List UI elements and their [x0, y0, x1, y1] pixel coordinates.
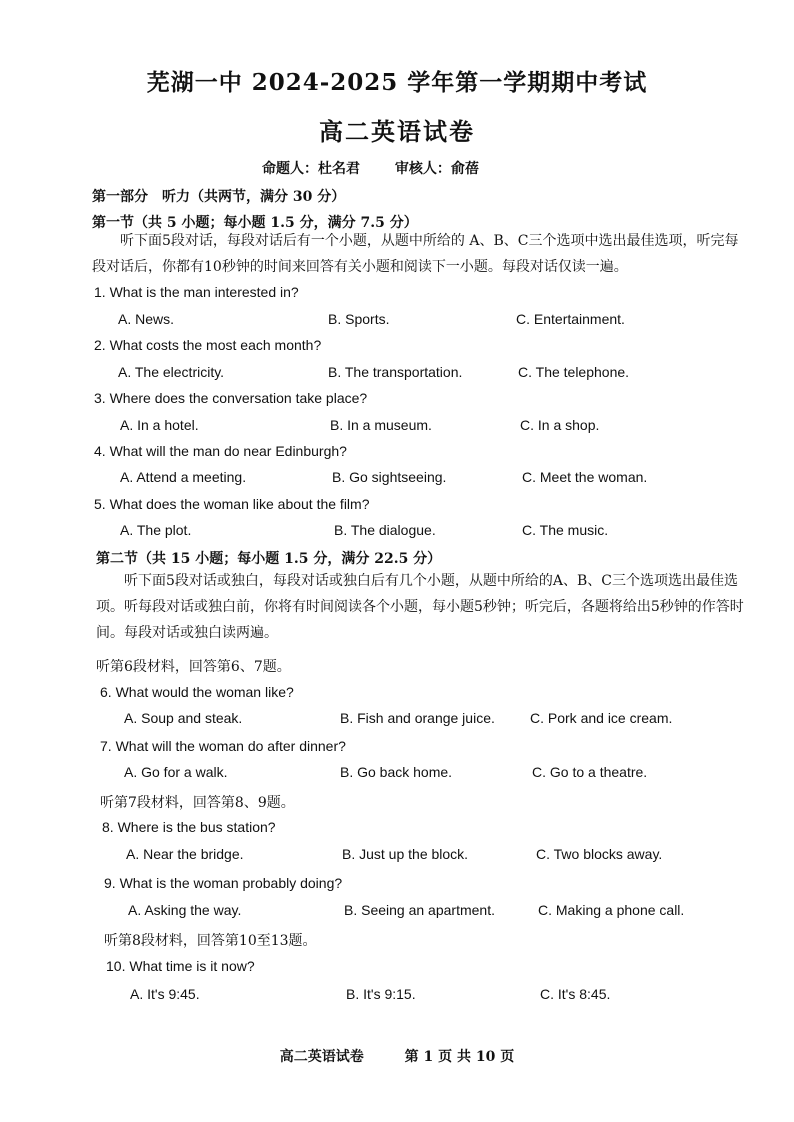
q3-option-c: C. In a shop. [520, 417, 600, 433]
q4-option-b: B. Go sightseeing. [332, 469, 447, 485]
authors-line [262, 158, 509, 178]
exam-title: 芜湖一中 2024-2025 学年第一学期期中考试 [146, 69, 648, 96]
section2-instructions: 听下面5段对话或独白，每段对话或独白后有几个小题，从题中所给的A、B、C三个选项选出最佳选项。听每段对话或独白前，你将有时间阅读各个小题，每小题5秒钟；听完后，各题将给出5秒钟的作答时间。每段对话或独白读两遍。 [96, 573, 744, 641]
q4-option-c: C. Meet the woman. [522, 469, 648, 485]
q2-option-c: C. The telephone. [518, 364, 630, 380]
q9-option-c: C. Making a phone call. [538, 902, 685, 918]
footer-page-number: 第 1 页 共 10 页 [404, 1049, 515, 1065]
q9-option-a: A. Asking the way. [128, 902, 242, 918]
question-2: 2. What costs the most each month? [94, 337, 322, 353]
q10-option-c: C. It's 8:45. [540, 986, 611, 1002]
question-7: 7. What will the woman do after dinner? [100, 738, 346, 754]
section1-heading: 第一节（共 5 小题；每小题 1.5 分，满分 7.5 分） [92, 215, 418, 231]
q7-option-b: B. Go back home. [340, 764, 453, 780]
q4-option-a: A. Attend a meeting. [120, 469, 247, 485]
question-9: 9. What is the woman probably doing? [104, 875, 343, 891]
group-8-instruction: 听第8段材料，回答第10至13题。 [104, 933, 317, 949]
page-footer [0, 1046, 794, 1066]
q8-option-c: C. Two blocks away. [536, 846, 663, 862]
question-6: 6. What would the woman like? [100, 684, 294, 700]
setter-label: 命题人：杜名君 [262, 161, 360, 177]
q7-option-a: A. Go for a walk. [124, 764, 228, 780]
q9-option-b: B. Seeing an apartment. [344, 902, 495, 918]
q6-option-a: A. Soup and steak. [124, 710, 243, 726]
footer-subject: 高二英语试卷 [279, 1049, 364, 1065]
q1-option-a: A. News. [118, 311, 175, 327]
q8-option-a: A. Near the bridge. [126, 846, 244, 862]
question-10: 10. What time is it now? [106, 958, 255, 974]
q7-option-c: C. Go to a theatre. [532, 764, 648, 780]
q6-option-b: B. Fish and orange juice. [340, 710, 495, 726]
q5-option-a: A. The plot. [120, 522, 192, 538]
q6-option-c: C. Pork and ice cream. [530, 710, 673, 726]
q5-option-b: B. The dialogue. [334, 522, 436, 538]
q8-option-b: B. Just up the block. [342, 846, 469, 862]
group-6-instruction: 听第6段材料，回答第6、7题。 [96, 659, 291, 675]
q2-option-a: A. The electricity. [118, 364, 225, 380]
exam-subtitle: 高二英语试卷 [319, 117, 475, 146]
question-1: 1. What is the man interested in? [94, 284, 299, 300]
section1-instructions: 听下面5段对话，每段对话后有一个小题，从题中所给的 A、B、C三个选项中选出最佳选项，听完每段对话后，你都有10秒钟的时间来回答有关小题和阅读下一小题。每段对话仅读一遍。 [92, 233, 739, 275]
q1-option-b: B. Sports. [328, 311, 390, 327]
question-8: 8. Where is the bus station? [102, 819, 276, 835]
q2-option-b: B. The transportation. [328, 364, 463, 380]
section2-heading: 第二节（共 15 小题；每小题 1.5 分，满分 22.5 分） [96, 551, 442, 567]
q3-option-a: A. In a hotel. [120, 417, 199, 433]
q1-option-c: C. Entertainment. [516, 311, 625, 327]
question-3: 3. Where does the conversation take place? [94, 390, 368, 406]
reviewer-label: 审核人：俞蓓 [394, 161, 479, 177]
part1-heading: 第一部分 听力（共两节，满分 30 分） [92, 189, 346, 205]
q10-option-a: A. It's 9:45. [130, 986, 200, 1002]
group-7-instruction: 听第7段材料，回答第8、9题。 [100, 795, 295, 811]
question-5: 5. What does the woman like about the film? [94, 496, 370, 512]
question-4: 4. What will the man do near Edinburgh? [94, 443, 347, 459]
q10-option-b: B. It's 9:15. [346, 986, 416, 1002]
q3-option-b: B. In a museum. [330, 417, 432, 433]
q5-option-c: C. The music. [522, 522, 609, 538]
